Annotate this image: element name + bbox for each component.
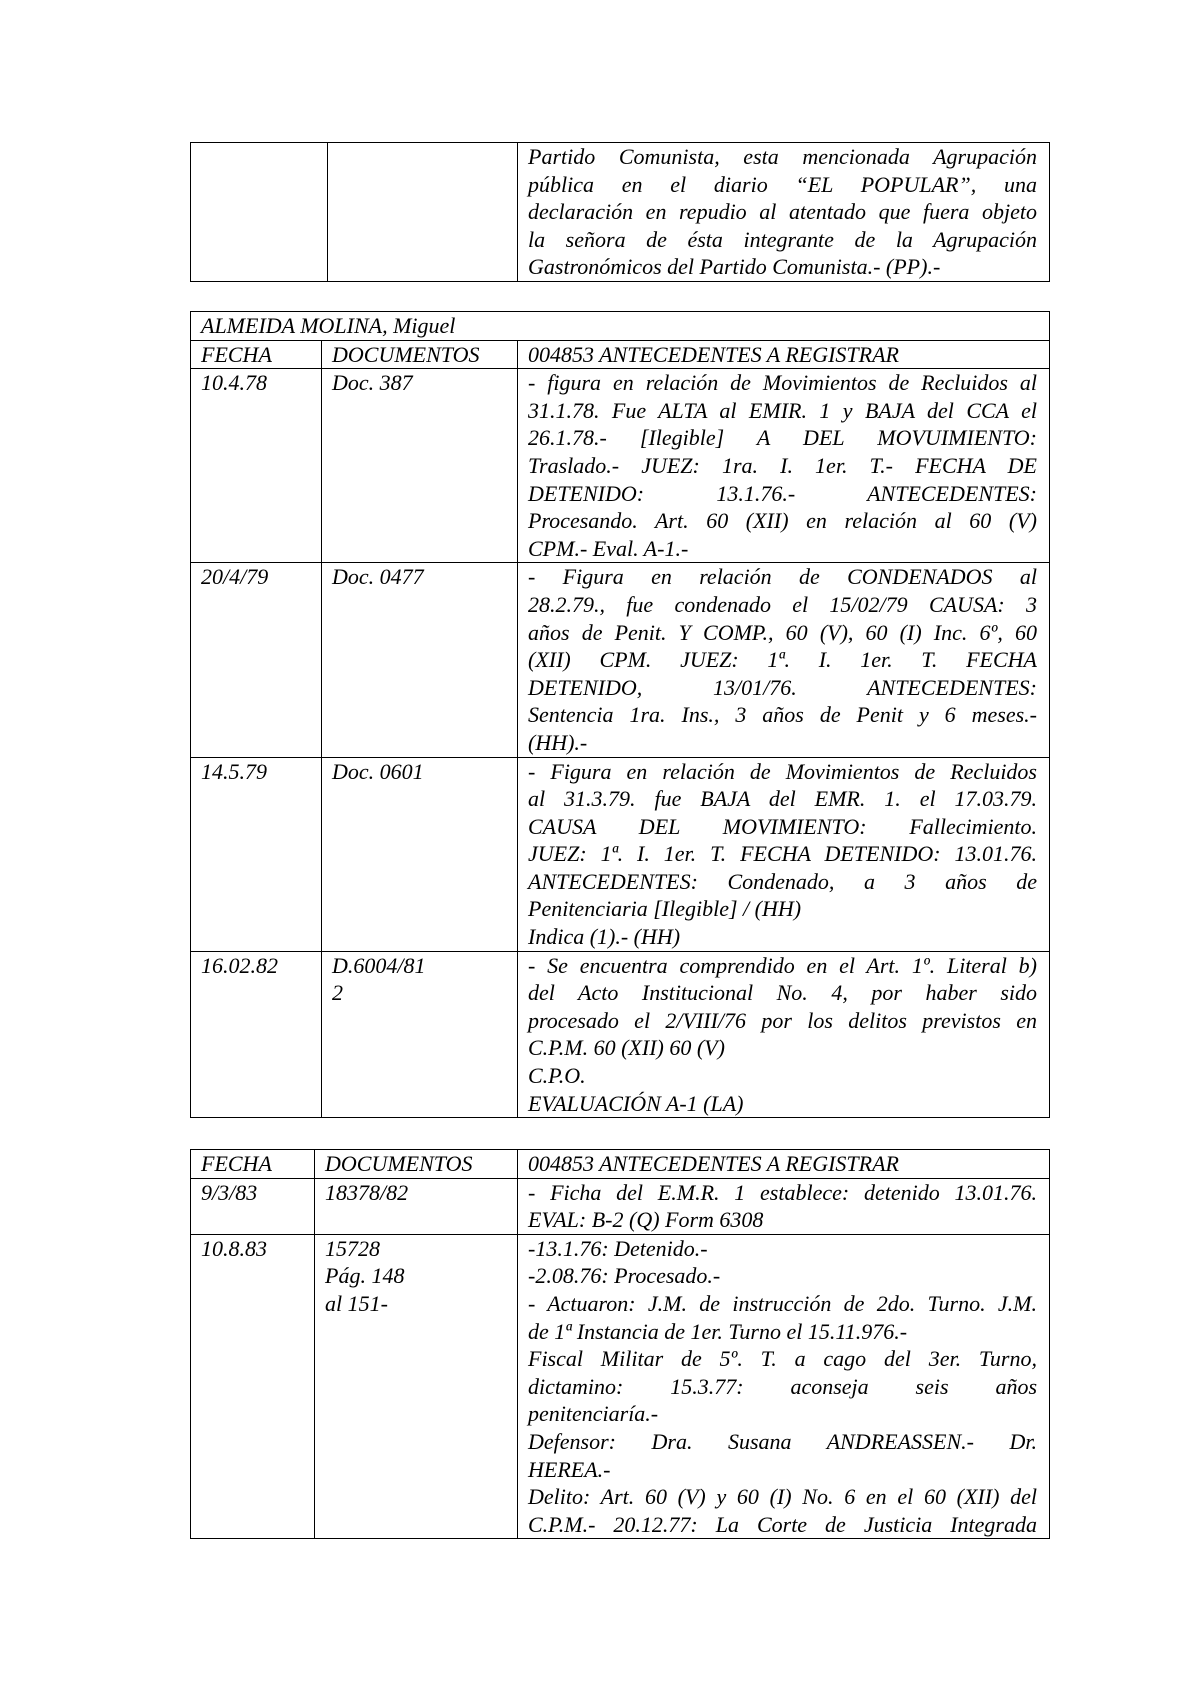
text-line: Partido Comunista, esta mencionada Agrupación — [528, 144, 1037, 169]
text-line: ANTECEDENTES: Condenado, a 3 años de — [528, 868, 1037, 894]
text-line: Gastronómicos del Partido Comunista.- (PP).- — [528, 254, 941, 280]
documentos-cell — [322, 757, 518, 951]
fecha-cell: 20/4/79 — [191, 563, 322, 757]
header-documentos: DOCUMENTOS — [315, 1150, 518, 1179]
text-line: EVALUACIÓN A-1 (LA) — [528, 1090, 744, 1116]
documentos-cell — [315, 1234, 518, 1539]
documentos-cell — [328, 143, 518, 282]
documentos-cell — [322, 951, 518, 1118]
doc-line: 15728 — [325, 1235, 380, 1261]
text-line: al 31.3.79. fue BAJA del EMR. 1. el 17.03.79. — [528, 786, 1037, 812]
text-line: (XII) CPM. JUEZ: 1ª. I. 1er. T. FECHA — [528, 647, 1037, 673]
text-line: Defensor: Dra. Susana ANDREASSEN.- Dr. — [528, 1428, 1037, 1454]
person-row — [191, 312, 1050, 341]
text-line: de 1ª Instancia de 1er. Turno el 15.11.976.- — [528, 1318, 908, 1344]
text-line: Penitenciaria [Ilegible] / (HH) — [528, 896, 802, 922]
antecedentes-cell — [518, 369, 1050, 563]
text-line: -2.08.76: Procesado.- — [528, 1263, 721, 1289]
text-line: - Se encuentra comprendido en el Art. 1º. Literal b) — [528, 952, 1037, 978]
doc-line: Doc. 0601 — [332, 758, 424, 784]
doc-line: 2 — [332, 980, 343, 1006]
antecedentes-cell — [518, 1178, 1050, 1234]
text-line: C.P.M.- 20.12.77: La Corte de Justicia Integrada — [528, 1511, 1037, 1537]
person-name: ALMEIDA MOLINA, Miguel — [191, 312, 1050, 341]
text-line: -13.1.76: Detenido.- — [528, 1235, 708, 1261]
text-line: EVAL: B-2 (Q) Form 6308 — [528, 1207, 764, 1233]
text-line: C.P.M. 60 (XII) 60 (V) — [528, 1035, 725, 1061]
continuation-table — [190, 142, 1050, 282]
doc-line: Doc. 387 — [332, 370, 413, 396]
table-row — [191, 369, 1050, 563]
table-row — [191, 951, 1050, 1118]
doc-line: 18378/82 — [325, 1179, 409, 1205]
documentos-cell — [322, 563, 518, 757]
table-row — [191, 1234, 1050, 1539]
fecha-cell: 9/3/83 — [191, 1178, 315, 1234]
documentos-cell — [315, 1178, 518, 1234]
header-fecha: FECHA — [191, 340, 322, 369]
text-line: procesado el 2/VIII/76 por los delitos previstos en — [528, 1007, 1037, 1033]
text-line: 26.1.78.- [Ilegible] A DEL MOVUIMIENTO: — [528, 425, 1037, 451]
fecha-cell: 14.5.79 — [191, 757, 322, 951]
text-line: DETENIDO: 13.1.76.- ANTECEDENTES: — [528, 480, 1037, 506]
text-line: Procesando. Art. 60 (XII) en relación al 60 (V) — [528, 508, 1037, 534]
text-line: Delito: Art. 60 (V) y 60 (I) No. 6 en el 60 (XII) del — [528, 1484, 1037, 1510]
text-line: - Actuaron: J.M. de instrucción de 2do. Turno. J.M. — [528, 1290, 1037, 1316]
text-line: del Acto Institucional No. 4, por haber sido — [528, 980, 1037, 1006]
header-row — [191, 340, 1050, 369]
table-row — [191, 757, 1050, 951]
header-row — [191, 1150, 1050, 1179]
doc-line: al 151- — [325, 1290, 388, 1316]
text-line: Traslado.- JUEZ: 1ra. I. 1er. T.- FECHA DE — [528, 452, 1037, 478]
header-antecedentes: 004853 ANTECEDENTES A REGISTRAR — [518, 1150, 1050, 1179]
text-line: 28.2.79., fue condenado el 15/02/79 CAUSA: 3 — [528, 591, 1037, 617]
text-line: años de Penit. Y COMP., 60 (V), 60 (I) Inc. 6º, 60 — [528, 619, 1037, 645]
header-antecedentes: 004853 ANTECEDENTES A REGISTRAR — [518, 340, 1050, 369]
fecha-cell: 10.4.78 — [191, 369, 322, 563]
doc-line: D.6004/81 — [332, 952, 426, 978]
fecha-cell — [191, 143, 328, 282]
text-line: Indica (1).- (HH) — [528, 924, 681, 950]
text-line: (HH).- — [528, 729, 588, 755]
text-line: Sentencia 1ra. Ins., 3 años de Penit y 6 meses.- — [528, 702, 1037, 728]
fecha-cell: 16.02.82 — [191, 951, 322, 1118]
text-line: HEREA.- — [528, 1456, 611, 1482]
text-line: la señora de ésta integrante de la Agrupación — [528, 226, 1037, 252]
antecedentes-cell — [518, 951, 1050, 1118]
text-line: 31.1.78. Fue ALTA al EMIR. 1 y BAJA del CCA el — [528, 397, 1037, 423]
text-line: DETENIDO, 13/01/76. ANTECEDENTES: — [528, 674, 1037, 700]
text-line: - figura en relación de Movimientos de Recluidos al — [528, 370, 1037, 396]
antecedentes-table-2 — [190, 1149, 1050, 1539]
table-row — [191, 563, 1050, 757]
almeida-molina-table — [190, 311, 1050, 1118]
text-line: C.P.O. — [528, 1063, 586, 1089]
doc-line: Doc. 0477 — [332, 564, 424, 590]
doc-line: Pág. 148 — [325, 1263, 405, 1289]
text-line: penitenciaría.- — [528, 1401, 659, 1427]
text-line: dictamino: 15.3.77: aconseja seis años — [528, 1373, 1037, 1399]
header-documentos: DOCUMENTOS — [322, 340, 518, 369]
text-line: - Figura en relación de CONDENADOS al — [528, 564, 1037, 590]
documentos-cell — [322, 369, 518, 563]
antecedentes-cell — [518, 1234, 1050, 1539]
table-row — [191, 1178, 1050, 1234]
table-row — [191, 143, 1050, 282]
text-line: CPM.- Eval. A-1.- — [528, 535, 689, 561]
text-line: JUEZ: 1ª. I. 1er. T. FECHA DETENIDO: 13.01.76. — [528, 841, 1037, 867]
text-line: - Figura en relación de Movimientos de Recluidos — [528, 758, 1037, 784]
text-line: - Ficha del E.M.R. 1 establece: detenido 13.01.76. — [528, 1179, 1037, 1205]
text-line: pública en el diario “EL POPULAR”, una — [528, 171, 1037, 197]
antecedentes-cell — [518, 143, 1050, 282]
fecha-cell: 10.8.83 — [191, 1234, 315, 1539]
header-fecha: FECHA — [191, 1150, 315, 1179]
text-line: CAUSA DEL MOVIMIENTO: Fallecimiento. — [528, 813, 1037, 839]
text-line: Fiscal Militar de 5º. T. a cago del 3er. Turno, — [528, 1346, 1037, 1372]
antecedentes-cell — [518, 757, 1050, 951]
antecedentes-cell — [518, 563, 1050, 757]
text-line: declaración en repudio al atentado que fuera objeto — [528, 199, 1037, 225]
